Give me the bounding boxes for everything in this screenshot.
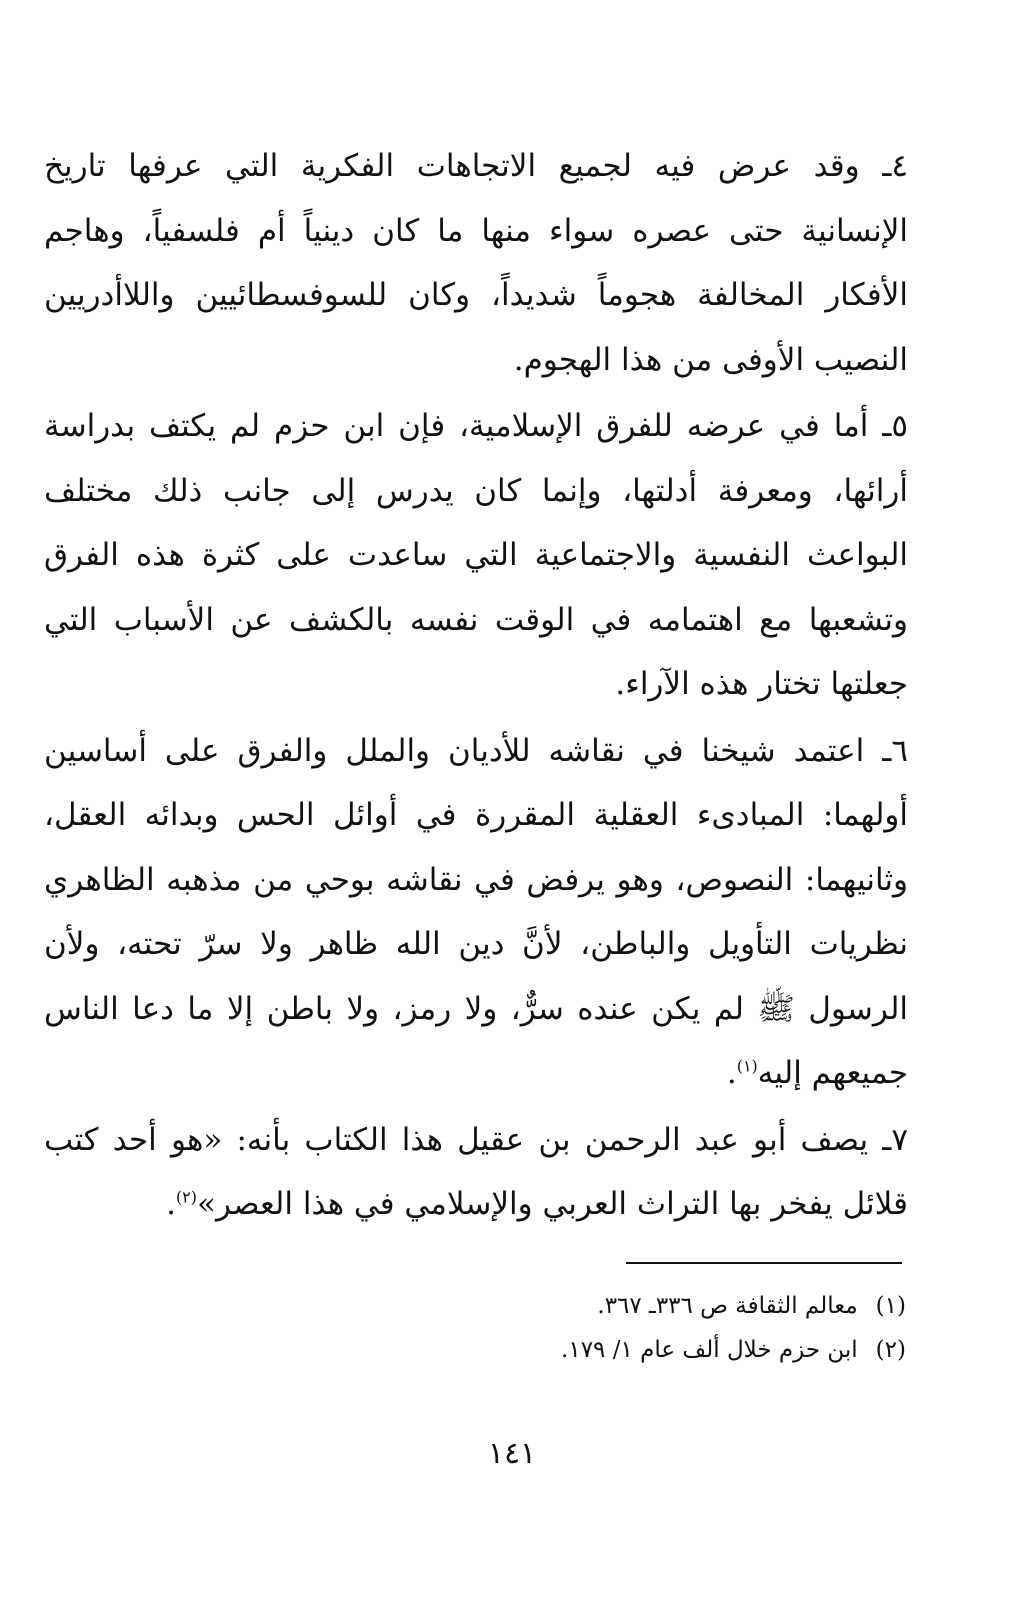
page-number: ١٤١ [487,1436,537,1471]
footnote-separator [626,1262,902,1264]
footnote-mark: (١) [875,1293,906,1319]
footnote-text: معالم الثقافة ص ٣٣٦ـ ٣٦٧. [597,1293,858,1319]
paragraph-5 [44,394,908,717]
paragraph-end-mark: . [166,1186,176,1222]
footnote-1 [346,1284,906,1328]
paragraph-text: ٦ـ اعتمد شيخنا في نقاشه للأديان والملل والفرق على أساسين أولهما: المبادىء العقلية المقررة في أوائل الحس وبدائه العقل، وثانيهما: النصوص، وهو يرفض في نقاشه بوحي من مذهبه الظاهري نظريات التأويل والباطن، لأنَّ دين الله ظاهر ولا سرّ تحته، ولأن الرسول ﷺ لم يكن عنده سرٌّ، ولا رمز، ولا باطن إلا ما دعا الناس جميعهم إليه [44,732,908,1091]
paragraph-end-mark: . [726,1055,737,1091]
footnote-2 [346,1328,906,1372]
paragraph-text: ٧ـ يصف أبو عبد الرحمن بن عقيل هذا الكتاب بأنه: «هو أحد كتب قلائل يفخر بها التراث العربي والإسلامي في هذا العصر» [44,1121,908,1222]
footnote-reference-2[interactable]: (٢) [175,1187,198,1207]
body-text [44,134,908,1239]
paragraph-text: ٤ـ وقد عرض فيه لجميع الاتجاهات الفكرية التي عرفها تاريخ الإنسانية حتى عصره سواء منها ما كان دينياً أم فلسفياً، وهاجم الأفكار المخالفة هجوماً شديداً، وكان للسوفسطائيين واللاأدريين النصيب الأوفى من هذا الهجوم. [44,148,908,378]
footnote-reference-1[interactable]: (١) [736,1056,758,1076]
paragraph-7 [44,1108,908,1237]
paragraph-text: ٥ـ أما في عرضه للفرق الإسلامية، فإن ابن حزم لم يكتف بدراسة أرائها، ومعرفة أدلتها، وإنما كان يدرس إلى جانب ذلك مختلف البواعث النفسية والاجتماعية التي ساعدت على كثرة هذه الفرق وتشعبها مع اهتمامه في الوقت نفسه بالكشف عن الأسباب التي جعلتها تختار هذه الآراء. [44,408,908,702]
paragraph-6 [44,719,908,1106]
footnote-mark: (٢) [875,1337,906,1363]
footnote-text: ابن حزم خلال ألف عام ١/ ١٧٩. [561,1337,858,1363]
paragraph-4 [44,134,908,392]
footnotes [346,1284,906,1372]
